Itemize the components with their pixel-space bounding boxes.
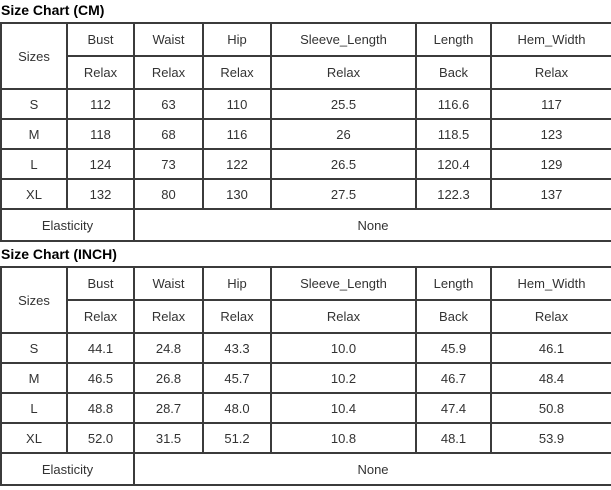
value-cell: 120.4 (416, 149, 491, 179)
fit-cell-hem-width: Relax (491, 300, 611, 333)
value-cell: 130 (203, 179, 271, 209)
column-header-sleeve-length: Sleeve_Length (271, 23, 416, 56)
corner-cell-sizes: Sizes (1, 267, 67, 333)
value-cell: 26.8 (134, 363, 203, 393)
size-cell: M (1, 119, 67, 149)
value-cell: 25.5 (271, 89, 416, 119)
value-cell: 110 (203, 89, 271, 119)
value-cell: 123 (491, 119, 611, 149)
value-cell: 26 (271, 119, 416, 149)
value-cell: 46.1 (491, 333, 611, 363)
table-row-xl (1, 423, 611, 453)
fit-cell-hem-width: Relax (491, 56, 611, 89)
value-cell: 52.0 (67, 423, 134, 453)
column-header-hip: Hip (203, 267, 271, 300)
elasticity-value-cell: None (134, 209, 611, 241)
table-row-xl (1, 179, 611, 209)
value-cell: 48.0 (203, 393, 271, 423)
size-cell: S (1, 333, 67, 363)
value-cell: 48.4 (491, 363, 611, 393)
table-row-m (1, 119, 611, 149)
value-cell: 112 (67, 89, 134, 119)
column-header-bust: Bust (67, 267, 134, 300)
fit-cell-length: Back (416, 56, 491, 89)
value-cell: 44.1 (67, 333, 134, 363)
table-row-s (1, 89, 611, 119)
fit-cell-waist: Relax (134, 56, 203, 89)
value-cell: 51.2 (203, 423, 271, 453)
elasticity-row (1, 453, 611, 485)
size-cell: XL (1, 423, 67, 453)
value-cell: 116.6 (416, 89, 491, 119)
value-cell: 137 (491, 179, 611, 209)
size-cell: L (1, 393, 67, 423)
table-row-m (1, 363, 611, 393)
column-header-waist: Waist (134, 267, 203, 300)
size-cell: L (1, 149, 67, 179)
size-cell: S (1, 89, 67, 119)
value-cell: 10.4 (271, 393, 416, 423)
value-cell: 122 (203, 149, 271, 179)
column-header-hem-width: Hem_Width (491, 267, 611, 300)
value-cell: 46.5 (67, 363, 134, 393)
size-chart-cm (0, 2, 611, 242)
size-chart-inch-table (0, 266, 611, 486)
value-cell: 122.3 (416, 179, 491, 209)
fit-cell-length: Back (416, 300, 491, 333)
column-header-sleeve-length: Sleeve_Length (271, 267, 416, 300)
column-header-waist: Waist (134, 23, 203, 56)
fit-cell-bust: Relax (67, 300, 134, 333)
corner-cell-sizes: Sizes (1, 23, 67, 89)
value-cell: 118.5 (416, 119, 491, 149)
value-cell: 48.1 (416, 423, 491, 453)
value-cell: 45.7 (203, 363, 271, 393)
fit-cell-hip: Relax (203, 56, 271, 89)
size-chart-inch-title: Size Chart (INCH) (1, 246, 117, 262)
value-cell: 47.4 (416, 393, 491, 423)
value-cell: 24.8 (134, 333, 203, 363)
value-cell: 132 (67, 179, 134, 209)
value-cell: 26.5 (271, 149, 416, 179)
fit-cell-sleeve-length: Relax (271, 56, 416, 89)
header-row-columns (1, 23, 611, 56)
header-row-fit (1, 300, 611, 333)
value-cell: 129 (491, 149, 611, 179)
fit-cell-bust: Relax (67, 56, 134, 89)
value-cell: 63 (134, 89, 203, 119)
value-cell: 53.9 (491, 423, 611, 453)
column-header-hip: Hip (203, 23, 271, 56)
value-cell: 46.7 (416, 363, 491, 393)
size-chart-cm-title: Size Chart (CM) (1, 2, 105, 18)
size-chart-cm-table (0, 22, 611, 242)
elasticity-value-cell: None (134, 453, 611, 485)
header-row-columns (1, 267, 611, 300)
value-cell: 73 (134, 149, 203, 179)
size-cell: XL (1, 179, 67, 209)
value-cell: 118 (67, 119, 134, 149)
value-cell: 31.5 (134, 423, 203, 453)
value-cell: 27.5 (271, 179, 416, 209)
elasticity-label-cell: Elasticity (1, 453, 134, 485)
column-header-hem-width: Hem_Width (491, 23, 611, 56)
column-header-length: Length (416, 23, 491, 56)
value-cell: 80 (134, 179, 203, 209)
value-cell: 28.7 (134, 393, 203, 423)
table-row-s (1, 333, 611, 363)
table-row-l (1, 149, 611, 179)
value-cell: 10.8 (271, 423, 416, 453)
value-cell: 10.2 (271, 363, 416, 393)
fit-cell-sleeve-length: Relax (271, 300, 416, 333)
value-cell: 45.9 (416, 333, 491, 363)
value-cell: 116 (203, 119, 271, 149)
fit-cell-hip: Relax (203, 300, 271, 333)
size-cell: M (1, 363, 67, 393)
value-cell: 43.3 (203, 333, 271, 363)
value-cell: 50.8 (491, 393, 611, 423)
column-header-bust: Bust (67, 23, 134, 56)
value-cell: 68 (134, 119, 203, 149)
header-row-fit (1, 56, 611, 89)
value-cell: 10.0 (271, 333, 416, 363)
table-row-l (1, 393, 611, 423)
size-chart-inch (0, 246, 611, 486)
elasticity-label-cell: Elasticity (1, 209, 134, 241)
column-header-length: Length (416, 267, 491, 300)
value-cell: 117 (491, 89, 611, 119)
fit-cell-waist: Relax (134, 300, 203, 333)
value-cell: 124 (67, 149, 134, 179)
elasticity-row (1, 209, 611, 241)
value-cell: 48.8 (67, 393, 134, 423)
